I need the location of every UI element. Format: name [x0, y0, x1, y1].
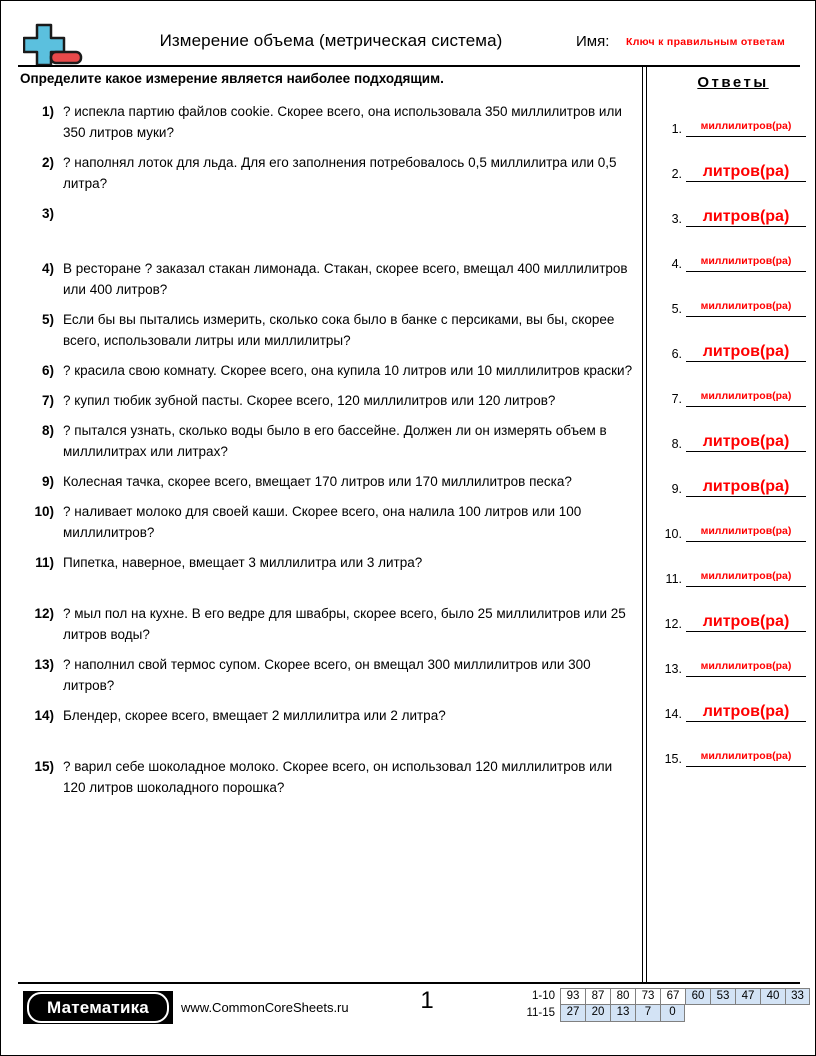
- score-cell: 20: [585, 1005, 610, 1022]
- score-cell: 67: [660, 988, 685, 1005]
- question-number: 7): [41, 393, 54, 408]
- question-item: [20, 360, 635, 381]
- question-item: [20, 501, 635, 543]
- page-footer: [1, 984, 816, 1056]
- answer-number: 3.: [671, 212, 682, 226]
- page-number: 1: [420, 987, 434, 1014]
- score-cell: 0: [660, 1005, 685, 1022]
- answers-heading: Ответы: [697, 74, 769, 91]
- question-number: 14): [34, 708, 54, 723]
- answer-number: 1.: [671, 122, 682, 136]
- page-title: Измерение объема (метрическая система): [159, 31, 503, 50]
- question-text: ? пытался узнать, сколько воды было в его бассейне. Должен ли он измерять объем в миллилитрах или литрах?: [63, 423, 607, 459]
- question-text: ? мыл пол на кухне. В его ведре для швабры, скорее всего, было 25 миллилитров или 25 литров воды?: [63, 606, 626, 642]
- question-item: [20, 654, 635, 696]
- question-item: [20, 471, 635, 492]
- answer-value[interactable]: литров(ра): [686, 478, 806, 497]
- question-text: Пипетка, наверное, вмещает 3 миллилитра или 3 литра?: [63, 555, 423, 570]
- score-cell: 73: [635, 988, 660, 1005]
- question-text: ? красила свою комнату. Скорее всего, она купила 10 литров или 10 миллилитров краски?: [63, 363, 633, 378]
- question-number: 11): [35, 555, 54, 570]
- question-text: ? варил себе шоколадное молоко. Скорее всего, он использовал 120 миллилитров или 120 литров шоколадного порошка?: [63, 759, 613, 795]
- score-row-label: 1-10: [531, 990, 555, 1002]
- brand-logo-text: Математика: [27, 992, 169, 1023]
- answer-number: 11.: [665, 572, 682, 586]
- question-item: [20, 101, 635, 143]
- answer-row: [656, 242, 806, 272]
- question-number: 15): [34, 759, 54, 774]
- answer-row: [656, 557, 806, 587]
- question-number: 10): [34, 504, 54, 519]
- question-text: Если бы вы пытались измерить, сколько сока было в банке с персиками, вы бы, скорее всего, использовали литры или миллилитры?: [63, 312, 615, 348]
- question-item: [20, 203, 635, 249]
- question-text: Колесная тачка, скорее всего, вмещает 170 литров или 170 миллилитров песка?: [63, 474, 572, 489]
- answer-number: 12.: [664, 617, 682, 631]
- answer-value[interactable]: миллилитров(ра): [686, 388, 806, 407]
- answer-value[interactable]: литров(ра): [686, 343, 806, 362]
- answer-row: [656, 107, 806, 137]
- question-number: 13): [34, 657, 54, 672]
- question-text: ? купил тюбик зубной пасты. Скорее всего, 120 миллилитров или 120 литров?: [63, 393, 556, 408]
- question-item: [20, 603, 635, 645]
- answer-number: 9.: [671, 482, 682, 496]
- score-cell: 27: [560, 1005, 585, 1022]
- site-url[interactable]: www.CommonCoreSheets.ru: [181, 1000, 349, 1015]
- score-cell: 53: [710, 988, 735, 1005]
- answer-value[interactable]: миллилитров(ра): [686, 748, 806, 767]
- answer-row: [656, 512, 806, 542]
- question-item: [20, 309, 635, 351]
- answer-number: 2.: [671, 167, 682, 181]
- answer-number: 10.: [664, 527, 682, 541]
- answer-row: [656, 287, 806, 317]
- score-cell: 47: [735, 988, 760, 1005]
- directions-text: Определите какое измерение является наиболее подходящим.: [20, 71, 444, 86]
- question-number: 5): [41, 312, 54, 327]
- score-cell: 33: [785, 988, 810, 1005]
- score-cell: 60: [685, 988, 710, 1005]
- score-row: [509, 1005, 810, 1022]
- plus-minus-icon: [23, 23, 85, 67]
- answer-number: 15.: [664, 752, 682, 766]
- brand-logo: [23, 991, 173, 1024]
- question-item: [20, 420, 635, 462]
- answer-number: 14.: [664, 707, 682, 721]
- answer-value[interactable]: миллилитров(ра): [686, 523, 806, 542]
- questions-list: [20, 101, 635, 807]
- name-label: Имя:: [576, 33, 610, 50]
- score-cell: 13: [610, 1005, 635, 1022]
- score-cell: 80: [610, 988, 635, 1005]
- question-number: 12): [34, 606, 54, 621]
- answer-row: [656, 422, 806, 452]
- question-number: 3): [41, 206, 54, 221]
- question-item: [20, 756, 635, 798]
- answer-number: 6.: [671, 347, 682, 361]
- answer-row: [656, 377, 806, 407]
- score-row: [509, 988, 810, 1005]
- score-cell: 7: [635, 1005, 660, 1022]
- question-item: [20, 552, 635, 573]
- question-text: ? наполнил свой термос супом. Скорее всего, он вмещал 300 миллилитров или 300 литров?: [63, 657, 591, 693]
- question-text: ? наливает молоко для своей каши. Скорее всего, она налила 100 литров или 100 миллилитров?: [63, 504, 582, 540]
- answer-value[interactable]: литров(ра): [686, 163, 806, 182]
- answer-value[interactable]: миллилитров(ра): [686, 658, 806, 677]
- question-text: ? испекла партию файлов cookie. Скорее всего, она использовала 350 миллилитров или 350 литров муки?: [63, 104, 622, 140]
- answer-value[interactable]: миллилитров(ра): [686, 298, 806, 317]
- answer-value[interactable]: литров(ра): [686, 433, 806, 452]
- question-text: Блендер, скорее всего, вмещает 2 миллилитра или 2 литра?: [63, 708, 446, 723]
- answers-column: [656, 67, 806, 782]
- question-number: 9): [41, 474, 54, 489]
- answer-value[interactable]: литров(ра): [686, 703, 806, 722]
- answer-key-badge: Ключ к правильным ответам: [626, 36, 786, 48]
- answer-value[interactable]: литров(ра): [686, 613, 806, 632]
- score-cell: 87: [585, 988, 610, 1005]
- question-number: 8): [41, 423, 54, 438]
- answer-value[interactable]: миллилитров(ра): [686, 568, 806, 587]
- answer-number: 8.: [671, 437, 682, 451]
- answer-row: [656, 737, 806, 767]
- question-item: [20, 258, 635, 300]
- question-item: [20, 705, 635, 726]
- answer-row: [656, 197, 806, 227]
- page-header: [1, 1, 816, 69]
- answer-row: [656, 332, 806, 362]
- question-text: В ресторане ? заказал стакан лимонада. Стакан, скорее всего, вмещал 400 миллилитров или 400 литров?: [63, 261, 628, 297]
- score-cell: 93: [560, 988, 585, 1005]
- answer-value[interactable]: миллилитров(ра): [686, 118, 806, 137]
- answer-row: [656, 152, 806, 182]
- answer-row: [656, 647, 806, 677]
- answer-number: 5.: [671, 302, 682, 316]
- score-row-label: 11-15: [526, 1007, 555, 1019]
- question-number: 6): [41, 363, 54, 378]
- answer-value[interactable]: литров(ра): [686, 208, 806, 227]
- score-table: [509, 988, 810, 1022]
- score-cell: 40: [760, 988, 785, 1005]
- answer-number: 4.: [671, 257, 682, 271]
- answer-number: 7.: [671, 392, 682, 406]
- question-item: [20, 390, 635, 411]
- answer-row: [656, 467, 806, 497]
- answer-value[interactable]: миллилитров(ра): [686, 253, 806, 272]
- answer-row: [656, 692, 806, 722]
- question-text: ? наполнял лоток для льда. Для его заполнения потребовалось 0,5 миллилитра или 0,5 литра?: [63, 155, 617, 191]
- question-item: [20, 152, 635, 194]
- question-number: 4): [41, 261, 54, 276]
- answers-list: [656, 107, 806, 767]
- question-number: 2): [41, 155, 54, 170]
- answer-number: 13.: [664, 662, 682, 676]
- answer-row: [656, 602, 806, 632]
- column-divider: [642, 67, 647, 982]
- question-number: 1): [41, 104, 54, 119]
